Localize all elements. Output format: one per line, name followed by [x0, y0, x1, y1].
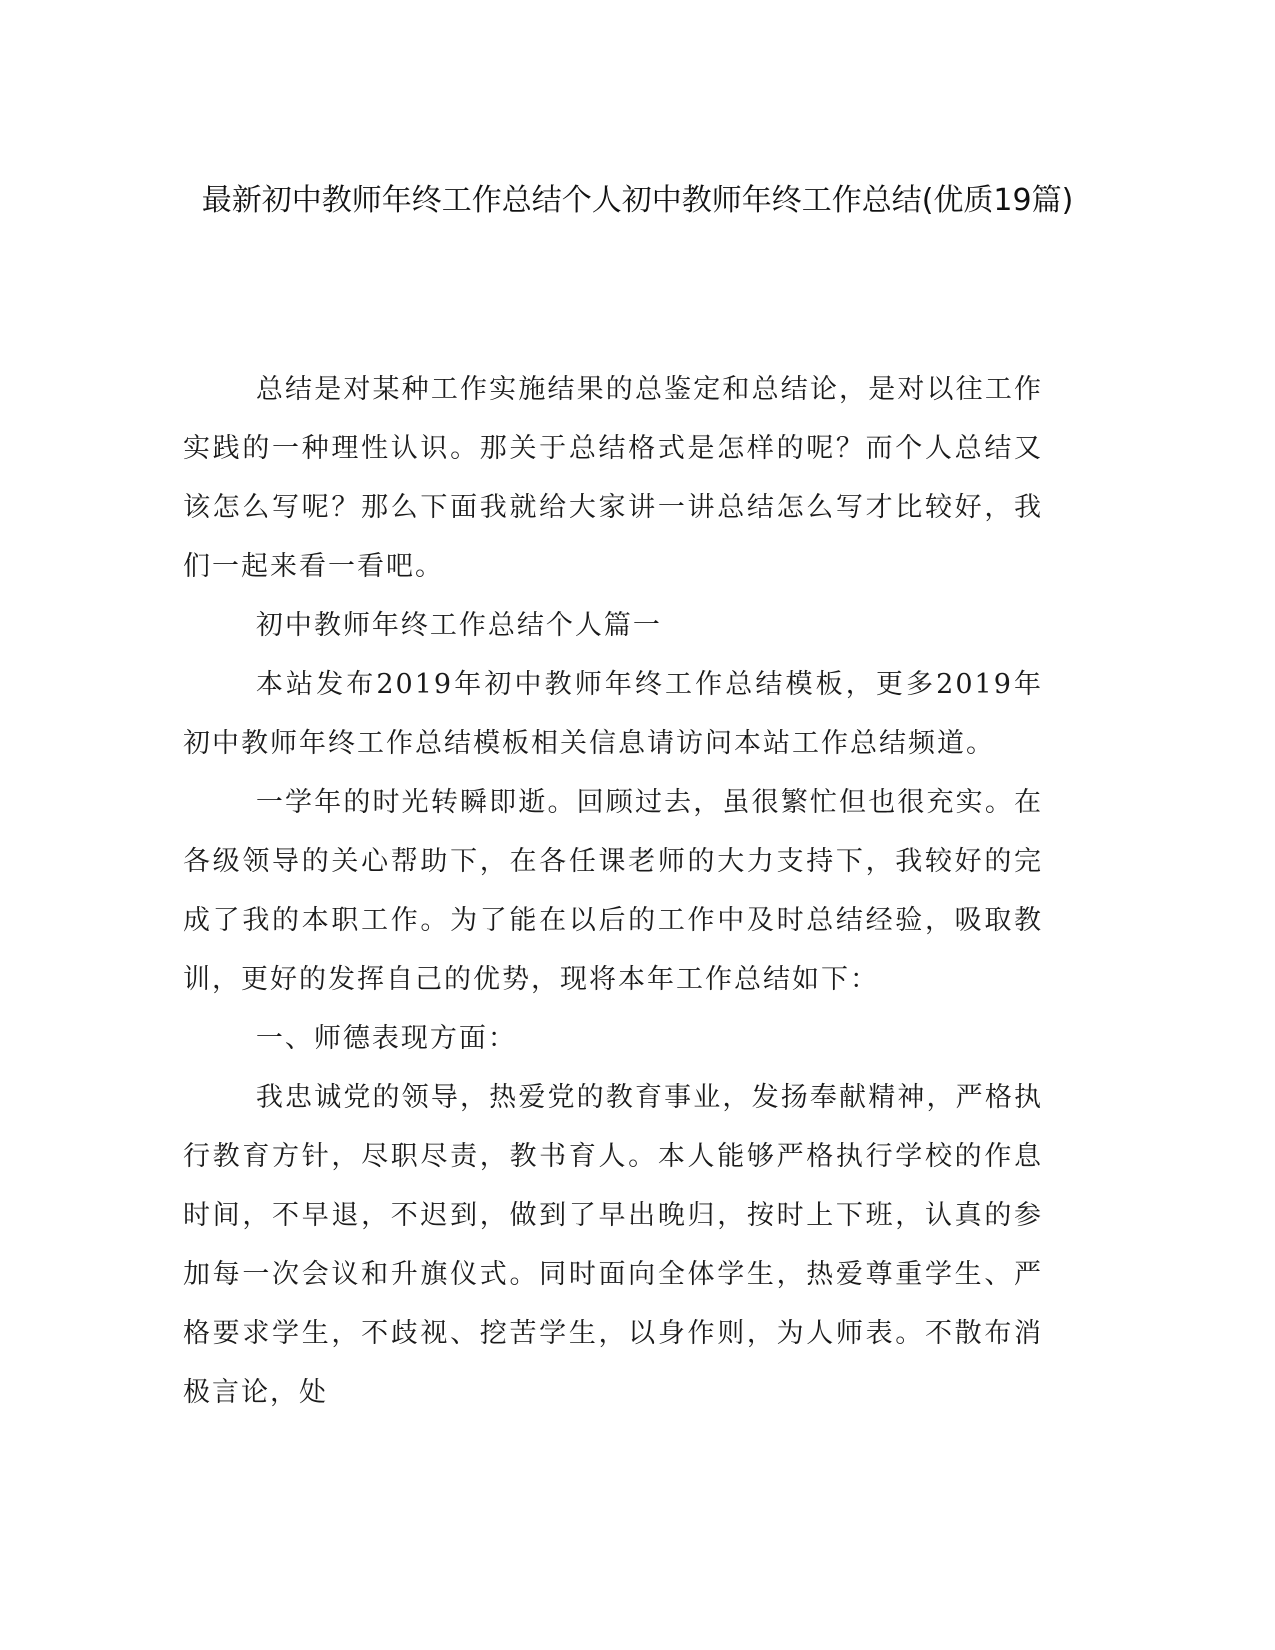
section-heading-ethics: 一、师德表现方面： — [255, 1023, 517, 1054]
paragraph-site-notice: 本站发布2019年初中教师年终工作总结模板，更多2019年初中教师年终工作总结模板相关信息请访问本站工作总结频道。 — [183, 669, 1043, 759]
paragraph-review: 一学年的时光转瞬即逝。回顾过去，虽很繁忙但也很充实。在各级领导的关心帮助下，在各任课老师的大力支持下，我较好的完成了我的本职工作。为了能在以后的工作中及时总结经验，吸取教训，更好的发挥自己的优势，现将本年工作总结如下： — [183, 787, 1043, 995]
paragraph-ethics: 我忠诚党的领导，热爱党的教育事业，发扬奉献精神，严格执行教育方针，尽职尽责，教书育人。本人能够严格执行学校的作息时间，不早退，不迟到，做到了早出晚归，按时上下班，认真的参加每一次会议和升旗仪式。同时面向全体学生，热爱尊重学生、严格要求学生，不歧视、挖苦学生，以身作则，为人师表。不散布消极言论，处 — [183, 1082, 1043, 1408]
document-body — [183, 360, 1043, 1422]
section-heading-part-one: 初中教师年终工作总结个人篇一 — [255, 610, 662, 641]
paragraph-intro: 总结是对某种工作实施结果的总鉴定和总结论，是对以往工作实践的一种理性认识。那关于总结格式是怎样的呢？而个人总结又该怎么写呢？那么下面我就给大家讲一讲总结怎么写才比较好，我们一起来看一看吧。 — [183, 374, 1043, 582]
document-title: 最新初中教师年终工作总结个人初中教师年终工作总结(优质19篇) — [201, 183, 1074, 218]
